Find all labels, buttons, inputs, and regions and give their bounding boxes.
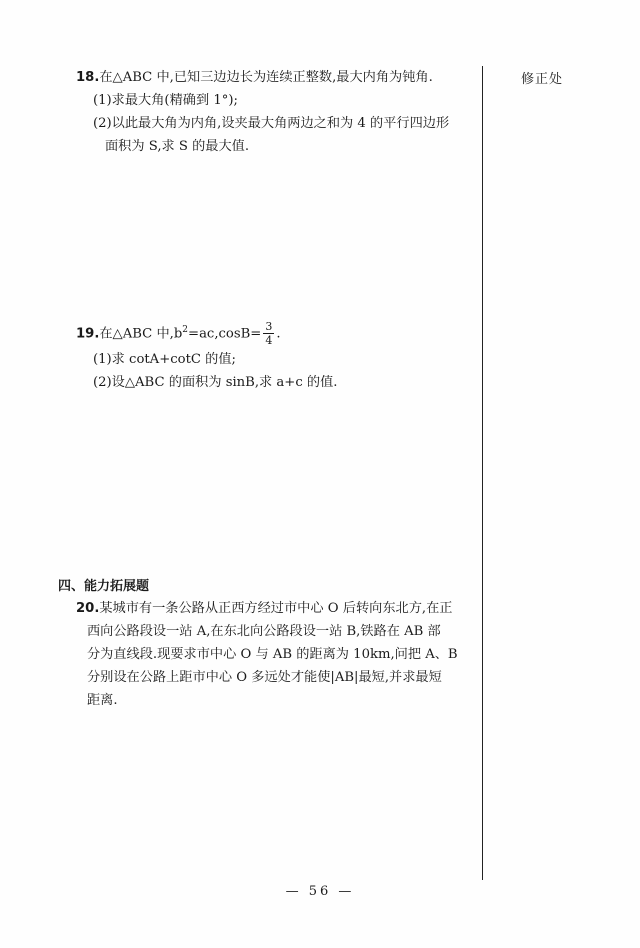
problem-stem-end: . bbox=[276, 326, 281, 342]
problem-19-part-2: (2)设△ABC 的面积为 sinB,求 a+c 的值. bbox=[93, 375, 338, 391]
problem-number: 18. bbox=[76, 70, 100, 85]
problem-20-line-2: 西向公路段设一站 A,在东北向公路段设一站 B,铁路在 AB 部 bbox=[87, 624, 441, 639]
problem-18 bbox=[76, 66, 474, 158]
problem-18-part-2: (2)以此最大角为内角,设夹最大角两边之和为 4 的平行四边形 bbox=[93, 116, 450, 131]
page-number: — 56 — bbox=[285, 884, 355, 899]
problem-19 bbox=[76, 316, 474, 394]
problem-20-line-1 bbox=[76, 597, 474, 620]
section-heading: 四、能力拓展题 bbox=[58, 579, 150, 594]
fraction-denominator: 4 bbox=[265, 334, 273, 348]
problem-stem-text: 在△ABC 中,b bbox=[99, 326, 183, 342]
fraction bbox=[263, 320, 274, 347]
problem-stem-text: 在△ABC 中,已知三边边长为连续正整数,最大内角为钝角. bbox=[99, 70, 433, 85]
problem-18-part-2-cont: 面积为 S,求 S 的最大值. bbox=[105, 139, 250, 154]
margin-divider bbox=[482, 66, 483, 880]
exponent: 2 bbox=[182, 325, 189, 335]
fraction-numerator: 3 bbox=[265, 320, 273, 334]
problem-20 bbox=[76, 597, 474, 712]
correction-margin-label: 修正处 bbox=[521, 72, 564, 87]
problem-18-part-1: (1)求最大角(精确到 1°); bbox=[93, 93, 238, 108]
problem-20-line-5: 距离. bbox=[87, 693, 118, 708]
problem-stem-text: =ac,cosB= bbox=[188, 326, 262, 342]
problem-20-line-4: 分别设在公路上距市中心 O 多远处才能使|AB|最短,并求最短 bbox=[87, 670, 442, 685]
problem-20-line-3: 分为直线段.现要求市中心 O 与 AB 的距离为 10km,问把 A、B bbox=[87, 647, 458, 662]
problem-number: 19. bbox=[76, 326, 100, 342]
problem-19-part-1: (1)求 cotA+cotC 的值; bbox=[93, 352, 236, 368]
problem-text: 某城市有一条公路从正西方经过市中心 O 后转向东北方,在正 bbox=[99, 601, 453, 616]
problem-number: 20. bbox=[76, 601, 100, 616]
problem-19-stem bbox=[76, 316, 474, 348]
problem-18-stem bbox=[76, 66, 474, 89]
